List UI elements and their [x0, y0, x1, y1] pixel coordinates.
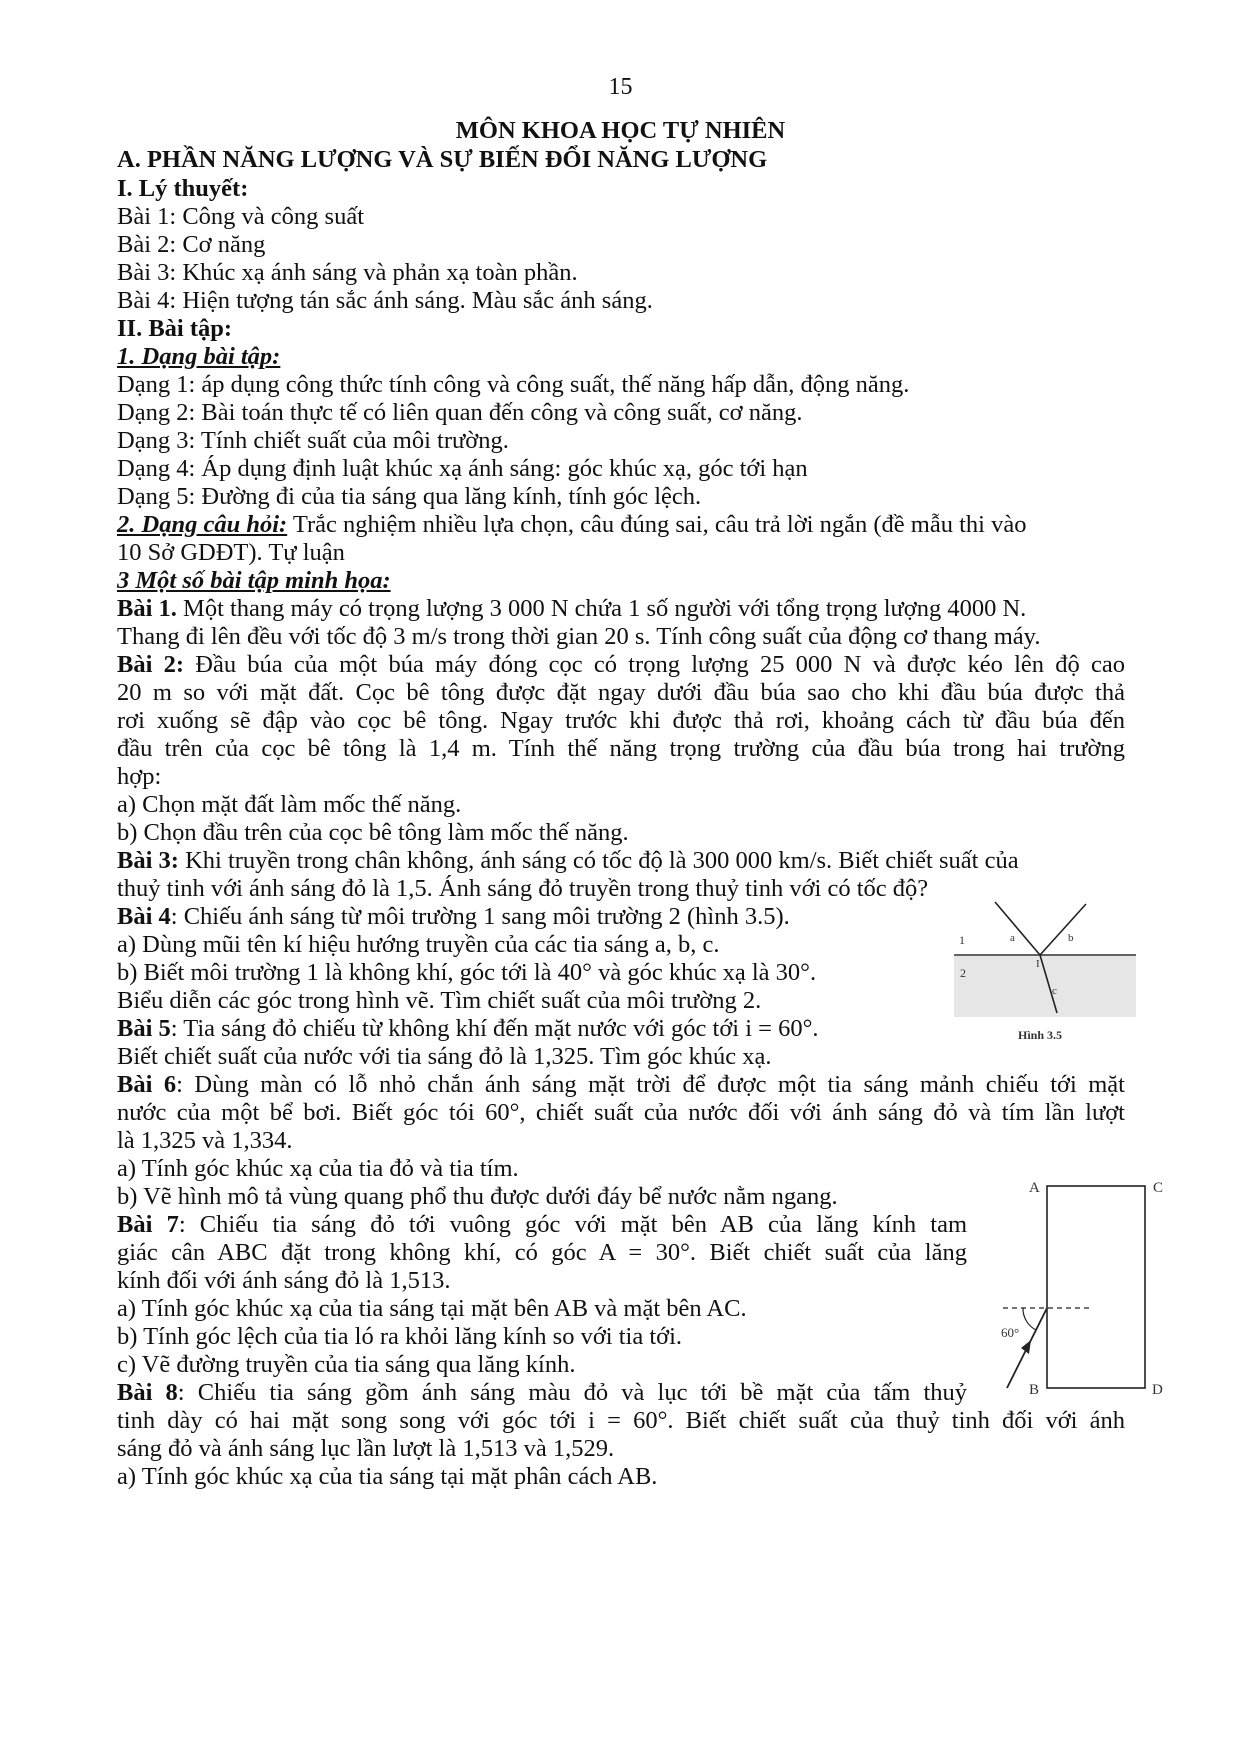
problem-7-line-1 — [117, 1210, 967, 1240]
problem-4-line-1 — [117, 902, 790, 932]
lesson-item: Bài 1: Công và công suất — [117, 203, 365, 230]
problem-1-line-2: Thang đi lên đều với tốc độ 3 m/s trong thời gian 20 s. Tính công suất của động cơ thang máy. — [117, 623, 1041, 650]
problem-3-line-2: thuỷ tinh với ánh sáng đỏ là 1,5. Ánh sáng đỏ truyền trong thuỷ tinh với có tốc độ? — [117, 875, 929, 902]
problem-7-line-2: giác cân ABC đặt trong không khí, có góc A = 30°. Biết chiết suất của lăng — [117, 1239, 967, 1266]
problem-3-line-1 — [117, 846, 1019, 876]
question-types-line — [117, 510, 1026, 540]
ray-a-label: a — [1010, 932, 1015, 944]
problem-text: : Chiếu ánh sáng từ môi trường 1 sang môi trường 2 (hình 3.5). — [170, 903, 790, 930]
lesson-item: Bài 4: Hiện tượng tán sắc ánh sáng. Màu sắc ánh sáng. — [117, 287, 653, 314]
medium-2-region — [954, 955, 1136, 1017]
problem-8-part-a: a) Tính góc khúc xạ của tia sáng tại mặt phân cách AB. — [117, 1463, 658, 1490]
problem-2-line-5: hợp: — [117, 763, 162, 790]
exercises-heading: II. Bài tập: — [117, 315, 233, 342]
question-types-text: Trắc nghiệm nhiều lựa chọn, câu đúng sai, câu trả lời ngắn (đề mẫu thi vào — [287, 511, 1027, 538]
problem-8-line-3: sáng đỏ và ánh sáng lục lần lượt là 1,513 và 1,529. — [117, 1435, 615, 1462]
problem-label: Bài 5 — [117, 1015, 171, 1042]
problem-7-part-b: b) Tính góc lệch của tia ló ra khỏi lăng kính so với tia tới. — [117, 1323, 683, 1350]
lesson-item: Bài 2: Cơ năng — [117, 231, 266, 258]
problem-8-line-1 — [117, 1378, 967, 1408]
ray-c-label: c — [1052, 985, 1057, 997]
problem-2-line-3: rơi xuống sẽ đập vào cọc bê tông. Ngay trước khi được thả rơi, khoảng cách từ đầu búa đến — [117, 707, 1125, 734]
problem-text: : Chiếu tia sáng đỏ tới vuông góc với mặt bên AB của lăng kính tam — [178, 1211, 968, 1238]
point-i-label: I — [1036, 958, 1040, 970]
theory-heading: I. Lý thuyết: — [117, 175, 249, 202]
problem-7-line-3: kính đối với ánh sáng đỏ là 1,513. — [117, 1267, 451, 1294]
glass-slab — [1047, 1186, 1145, 1388]
vertex-a-label: A — [1029, 1180, 1040, 1196]
problem-label: Bài 4 — [117, 903, 171, 930]
problem-5-line-2: Biết chiết suất của nước với tia sáng đỏ là 1,325. Tìm góc khúc xạ. — [117, 1043, 772, 1070]
problem-2-line-4: đầu trên của cọc bê tông là 1,4 m. Tính thế năng trọng trường của đầu búa trong hai trường — [117, 735, 1125, 762]
problem-5-line-1 — [117, 1014, 819, 1044]
problem-6-line-2: nước của một bể bơi. Biết góc tói 60°, chiết suất của nước đối với ánh sáng đỏ và tím lần lượt — [117, 1099, 1125, 1126]
examples-heading: 3 Một số bài tập minh họa: — [117, 567, 391, 594]
exercise-type-item: Dạng 2: Bài toán thực tế có liên quan đến công và công suất, cơ năng. — [117, 399, 803, 426]
problem-label: Bài 6 — [117, 1071, 177, 1098]
vertex-d-label: D — [1152, 1382, 1163, 1398]
ray-b-label: b — [1068, 932, 1074, 944]
problem-text: Khi truyền trong chân không, ánh sáng có tốc độ là 300 000 km/s. Biết chiết suất của — [178, 847, 1019, 874]
medium-1-label: 1 — [959, 933, 965, 947]
problem-6-line-3: là 1,325 và 1,334. — [117, 1127, 293, 1154]
problem-2-part-a: a) Chọn mặt đất làm mốc thế năng. — [117, 791, 462, 818]
angle-arc — [1023, 1308, 1036, 1330]
problem-label: Bài 3: — [117, 847, 179, 874]
incidence-angle-label: 60° — [1001, 1325, 1020, 1340]
exercise-type-item: Dạng 4: Áp dụng định luật khúc xạ ánh sáng: góc khúc xạ, góc tới hạn — [117, 455, 808, 482]
problem-2-line-2: 20 m so với mặt đất. Cọc bê tông được đặt ngay dưới đầu búa sao cho khi đầu búa được thả — [117, 679, 1125, 706]
problem-text: : Tia sáng đỏ chiếu từ không khí đến mặt nước với góc tới i = 60°. — [170, 1015, 819, 1042]
problem-label: Bài 1. — [117, 595, 177, 622]
problem-text: Đầu búa của một búa máy đóng cọc có trọng lượng 25 000 N và được kéo lên độ cao — [184, 651, 1125, 678]
exercise-type-item: Dạng 1: áp dụng công thức tính công và công suất, thế năng hấp dẫn, động năng. — [117, 371, 910, 398]
subject-title: MÔN KHOA HỌC TỰ NHIÊN — [455, 117, 786, 144]
lesson-item: Bài 3: Khúc xạ ánh sáng và phản xạ toàn phần. — [117, 259, 578, 286]
problem-4-part-b: b) Biết môi trường 1 là không khí, góc tới là 40° và góc khúc xạ là 30°. — [117, 959, 817, 986]
glass-slab-figure — [985, 1170, 1185, 1410]
problem-7-part-a: a) Tính góc khúc xạ của tia sáng tại mặt bên AB và mặt bên AC. — [117, 1295, 747, 1322]
problem-6-line-1 — [117, 1070, 1125, 1100]
problem-6-part-a: a) Tính góc khúc xạ của tia đỏ và tia tím. — [117, 1155, 519, 1182]
vertex-b-label: B — [1029, 1382, 1040, 1398]
exercise-type-item: Dạng 3: Tính chiết suất của môi trường. — [117, 427, 509, 454]
problem-2-line-1 — [117, 650, 1125, 680]
problem-text: : Chiếu tia sáng gồm ánh sáng màu đỏ và lục tới bề mặt của tấm thuỷ — [177, 1379, 968, 1406]
problem-4-part-b-2: Biểu diễn các góc trong hình vẽ. Tìm chiết suất của môi trường 2. — [117, 987, 762, 1014]
medium-2-label: 2 — [960, 966, 966, 980]
page-number: 15 — [608, 74, 633, 100]
question-types-label: 2. Dạng câu hỏi: — [117, 511, 288, 538]
problem-label: Bài 8 — [117, 1379, 178, 1406]
ray-b — [1040, 904, 1086, 955]
vertex-c-label: C — [1153, 1180, 1164, 1196]
problem-label: Bài 7 — [117, 1211, 179, 1238]
question-types-line-2: 10 Sở GDĐT). Tự luận — [117, 539, 345, 566]
figure-caption: Hình 3.5 — [1018, 1028, 1063, 1042]
problem-label: Bài 2: — [117, 651, 185, 678]
exercise-types-heading: 1. Dạng bài tập: — [117, 343, 281, 370]
problem-8-line-2: tinh dày có hai mặt song song với góc tới i = 60°. Biết chiết suất của thuỷ tinh đối với ánh — [117, 1407, 1125, 1434]
problem-text: : Dùng màn có lỗ nhỏ chắn ánh sáng mặt trời để được một tia sáng mảnh chiếu tới mặt — [176, 1071, 1125, 1098]
problem-7-part-c: c) Vẽ đường truyền của tia sáng qua lăng kính. — [117, 1351, 576, 1378]
problem-4-part-a: a) Dùng mũi tên kí hiệu hướng truyền của các tia sáng a, b, c. — [117, 931, 720, 958]
refraction-figure — [948, 896, 1138, 1056]
problem-6-part-b: b) Vẽ hình mô tả vùng quang phổ thu được dưới đáy bể nước nằm ngang. — [117, 1183, 838, 1210]
exercise-type-item: Dạng 5: Đường đi của tia sáng qua lăng kính, tính góc lệch. — [117, 483, 702, 510]
problem-2-part-b: b) Chọn đầu trên của cọc bê tông làm mốc thế năng. — [117, 819, 629, 846]
problem-1-line-1 — [117, 594, 1026, 624]
ray-a — [995, 902, 1040, 955]
problem-text: Một thang máy có trọng lượng 3 000 N chứa 1 số người với tổng trọng lượng 4000 N. — [176, 595, 1027, 622]
section-title: A. PHẦN NĂNG LƯỢNG VÀ SỰ BIẾN ĐỔI NĂNG LƯỢNG — [117, 146, 768, 173]
